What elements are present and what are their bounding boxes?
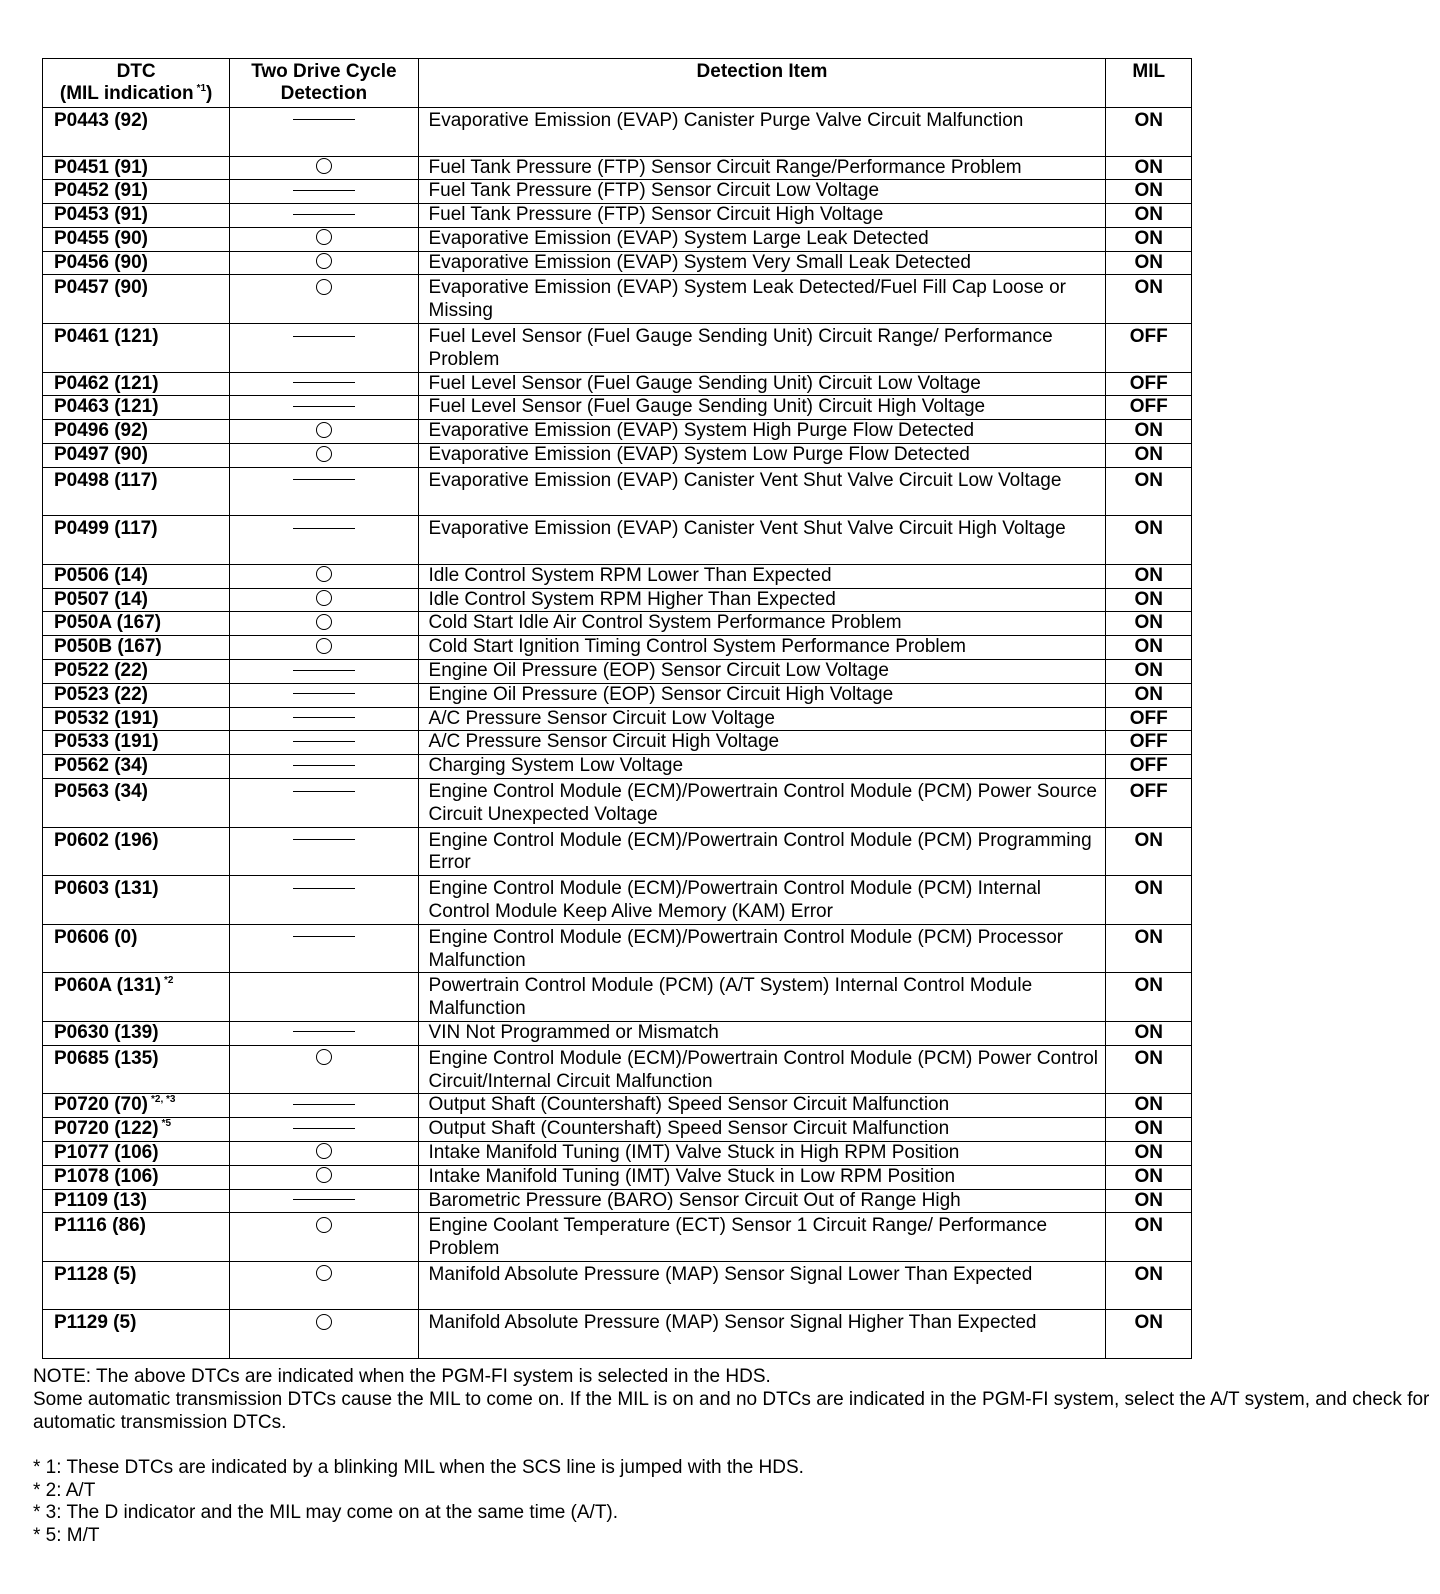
dtc-code-cell [43, 755, 230, 779]
dtc-code: P0456 (90) [54, 251, 149, 273]
table-row [43, 973, 1192, 1022]
table-row [43, 204, 1192, 228]
dash-mark [293, 936, 355, 937]
detection-item-cell: VIN Not Programmed or Mismatch [418, 1022, 1106, 1046]
dtc-code-cell [43, 204, 230, 228]
dtc-code: P0497 (90) [54, 444, 149, 466]
circle-mark [316, 1143, 332, 1159]
mil-status-cell: ON [1106, 612, 1192, 636]
dash-mark [293, 214, 355, 215]
mil-status-cell: OFF [1106, 731, 1192, 755]
dtc-code-cell [43, 1022, 230, 1046]
table-row [43, 731, 1192, 755]
dtc-code: P0562 (34) [54, 755, 149, 777]
circle-mark [316, 158, 332, 174]
dtc-footnote-ref: *2 [164, 975, 174, 987]
dtc-code-cell [43, 1094, 230, 1118]
two-drive-cycle-cell [230, 779, 418, 828]
dtc-code: P1116 (86) [54, 1215, 146, 1237]
table-row [43, 1022, 1192, 1046]
dtc-code: P1078 (106) [54, 1165, 159, 1187]
mil-status-cell: OFF [1106, 324, 1192, 373]
dash-mark [293, 1104, 355, 1105]
two-drive-cycle-cell [230, 156, 418, 180]
mil-status-cell: ON [1106, 1189, 1192, 1213]
circle-mark [316, 590, 332, 606]
table-row [43, 324, 1192, 373]
table-row [43, 924, 1192, 973]
mil-status-cell: ON [1106, 251, 1192, 275]
mil-status-cell: ON [1106, 1165, 1192, 1189]
detection-item-cell: Engine Oil Pressure (EOP) Sensor Circuit Low Voltage [418, 660, 1106, 684]
mil-status-cell: ON [1106, 1022, 1192, 1046]
table-header-row [43, 59, 1192, 108]
dtc-code-cell [43, 227, 230, 251]
dtc-code-cell [43, 827, 230, 876]
mil-status-cell: ON [1106, 1094, 1192, 1118]
two-drive-cycle-cell [230, 1261, 418, 1310]
table-row [43, 636, 1192, 660]
dtc-code: P0455 (90) [54, 227, 149, 249]
dash-mark [293, 1199, 355, 1200]
dtc-code-cell [43, 1165, 230, 1189]
dash-mark [293, 888, 355, 889]
dash-mark [293, 741, 355, 742]
detection-item-cell: Engine Control Module (ECM)/Powertrain Control Module (PCM) Internal Control Module Keep Alive Memory (KAM) Error [418, 876, 1106, 925]
two-drive-cycle-cell [230, 227, 418, 251]
mil-status-cell: OFF [1106, 755, 1192, 779]
table-row [43, 396, 1192, 420]
two-drive-cycle-cell [230, 516, 418, 565]
dtc-code-cell [43, 1261, 230, 1310]
dtc-code: P0499 (117) [54, 518, 158, 540]
dtc-code: P0533 (191) [54, 731, 159, 753]
dash-mark [293, 791, 355, 792]
circle-mark [316, 614, 332, 630]
dtc-code: P0563 (34) [54, 781, 149, 803]
dtc-footnote-ref: *5 [161, 1118, 172, 1130]
table-row [43, 1213, 1192, 1262]
header-dtc-sup: *1 [196, 83, 207, 94]
dash-mark [293, 765, 355, 766]
dtc-code-cell [43, 251, 230, 275]
two-drive-cycle-cell [230, 876, 418, 925]
two-drive-cycle-cell [230, 564, 418, 588]
dash-mark [293, 717, 355, 718]
dtc-code-cell [43, 180, 230, 204]
table-row [43, 564, 1192, 588]
dtc-code: P0451 (91) [54, 156, 149, 178]
dash-mark [293, 839, 355, 840]
table-row [43, 227, 1192, 251]
two-drive-cycle-cell [230, 1310, 418, 1359]
note-line-2: Some automatic transmission DTCs cause the MIL to come on. If the MIL is on and no DTCs are indicated in the PGM-FI system, select the A/T system, and check for automatic transmission DTCs. [33, 1389, 1430, 1433]
mil-status-cell: OFF [1106, 779, 1192, 828]
table-row [43, 467, 1192, 516]
dtc-code-cell [43, 731, 230, 755]
detection-item-cell: Output Shaft (Countershaft) Speed Sensor Circuit Malfunction [418, 1118, 1106, 1142]
dtc-code-cell [43, 108, 230, 157]
table-row [43, 588, 1192, 612]
mil-status-cell: OFF [1106, 707, 1192, 731]
dtc-code: P0457 (90) [54, 277, 149, 299]
two-drive-cycle-cell [230, 108, 418, 157]
table-body [43, 108, 1192, 1359]
mil-status-cell: ON [1106, 204, 1192, 228]
dtc-table [42, 58, 1192, 1359]
two-drive-cycle-cell [230, 636, 418, 660]
mil-status-cell: ON [1106, 924, 1192, 973]
mil-status-cell: ON [1106, 275, 1192, 324]
mil-status-cell: ON [1106, 683, 1192, 707]
detection-item-cell: Fuel Level Sensor (Fuel Gauge Sending Unit) Circuit Range/ Performance Problem [418, 324, 1106, 373]
detection-item-cell: Charging System Low Voltage [418, 755, 1106, 779]
dtc-code-cell [43, 372, 230, 396]
table-row [43, 1261, 1192, 1310]
circle-mark [316, 229, 332, 245]
dtc-code: P0602 (196) [54, 829, 159, 851]
dash-mark [293, 528, 355, 529]
header-dtc [43, 59, 230, 108]
dtc-code-cell [43, 660, 230, 684]
table-row [43, 1118, 1192, 1142]
mil-status-cell: ON [1106, 227, 1192, 251]
header-dtc-close: ) [206, 83, 213, 104]
mil-status-cell: ON [1106, 827, 1192, 876]
table-row [43, 1189, 1192, 1213]
detection-item-cell: Manifold Absolute Pressure (MAP) Sensor Signal Higher Than Expected [418, 1310, 1106, 1359]
two-drive-cycle-cell [230, 588, 418, 612]
dash-mark [293, 336, 355, 337]
detection-item-cell: Cold Start Idle Air Control System Performance Problem [418, 612, 1106, 636]
dtc-code: P0507 (14) [54, 588, 149, 610]
mil-status-cell: ON [1106, 1118, 1192, 1142]
two-drive-cycle-cell [230, 612, 418, 636]
dtc-code-cell [43, 324, 230, 373]
detection-item-cell: Evaporative Emission (EVAP) Canister Vent Shut Valve Circuit Low Voltage [418, 467, 1106, 516]
dtc-code-cell [43, 564, 230, 588]
circle-mark [316, 422, 332, 438]
dtc-code: P060A (131) [54, 975, 162, 997]
dtc-code-cell [43, 1118, 230, 1142]
two-drive-cycle-cell [230, 444, 418, 468]
detection-item-cell: Cold Start Ignition Timing Control System Performance Problem [418, 636, 1106, 660]
detection-item-cell: Fuel Level Sensor (Fuel Gauge Sending Unit) Circuit Low Voltage [418, 372, 1106, 396]
dtc-code-cell [43, 275, 230, 324]
two-drive-cycle-cell [230, 1141, 418, 1165]
two-drive-cycle-cell [230, 827, 418, 876]
circle-mark [316, 253, 332, 269]
table-row [43, 1310, 1192, 1359]
dtc-code-cell [43, 1045, 230, 1094]
dtc-code-cell [43, 636, 230, 660]
dash-mark [293, 1031, 355, 1032]
two-drive-cycle-cell [230, 420, 418, 444]
dtc-code-cell [43, 683, 230, 707]
two-drive-cycle-cell [230, 372, 418, 396]
mil-status-cell: ON [1106, 1141, 1192, 1165]
table-row [43, 755, 1192, 779]
dtc-code-cell [43, 1141, 230, 1165]
dtc-code-cell [43, 612, 230, 636]
dtc-code: P0462 (121) [54, 372, 159, 394]
two-drive-cycle-cell [230, 924, 418, 973]
mil-status-cell: ON [1106, 1213, 1192, 1262]
table-row [43, 1094, 1192, 1118]
dash-mark [293, 382, 355, 383]
dtc-code-cell [43, 1189, 230, 1213]
dtc-code: P0506 (14) [54, 564, 149, 586]
dtc-code: P0453 (91) [54, 204, 149, 226]
dash-mark [293, 670, 355, 671]
dtc-code-cell [43, 1213, 230, 1262]
mil-status-cell: ON [1106, 467, 1192, 516]
table-row [43, 251, 1192, 275]
mil-status-cell: OFF [1106, 396, 1192, 420]
table-row [43, 1045, 1192, 1094]
circle-mark [316, 1314, 332, 1330]
detection-item-cell: Manifold Absolute Pressure (MAP) Sensor Signal Lower Than Expected [418, 1261, 1106, 1310]
dtc-code: P0720 (122) [54, 1118, 159, 1140]
detection-item-cell: Engine Control Module (ECM)/Powertrain Control Module (PCM) Processor Malfunction [418, 924, 1106, 973]
table-row [43, 1141, 1192, 1165]
circle-mark [316, 1049, 332, 1065]
detection-item-cell: Evaporative Emission (EVAP) System Large Leak Detected [418, 227, 1106, 251]
two-drive-cycle-cell [230, 204, 418, 228]
circle-mark [316, 1217, 332, 1233]
table-row [43, 420, 1192, 444]
mil-status-cell: OFF [1106, 372, 1192, 396]
mil-status-cell: ON [1106, 1261, 1192, 1310]
two-drive-cycle-cell [230, 467, 418, 516]
dash-mark [293, 406, 355, 407]
dtc-code: P0461 (121) [54, 326, 159, 348]
dtc-code: P0443 (92) [54, 110, 149, 131]
table-row [43, 876, 1192, 925]
dtc-code-cell [43, 444, 230, 468]
dtc-code-cell [43, 516, 230, 565]
two-drive-cycle-cell [230, 1118, 418, 1142]
header-two-drive-cycle: Two Drive Cycle Detection [230, 59, 418, 108]
two-drive-cycle-cell [230, 396, 418, 420]
dtc-code-cell [43, 876, 230, 925]
detection-item-cell: Engine Control Module (ECM)/Powertrain Control Module (PCM) Programming Error [418, 827, 1106, 876]
table-row [43, 444, 1192, 468]
mil-status-cell: ON [1106, 660, 1192, 684]
mil-status-cell: ON [1106, 516, 1192, 565]
mil-status-cell: ON [1106, 564, 1192, 588]
table-row [43, 156, 1192, 180]
dtc-code: P0523 (22) [54, 683, 149, 705]
two-drive-cycle-cell [230, 1165, 418, 1189]
mil-status-cell: ON [1106, 1310, 1192, 1359]
table-row [43, 180, 1192, 204]
circle-mark [316, 279, 332, 295]
table-row [43, 827, 1192, 876]
dash-mark [293, 1128, 355, 1129]
dtc-code-cell [43, 779, 230, 828]
table-row [43, 612, 1192, 636]
dtc-code-cell [43, 420, 230, 444]
table-row [43, 275, 1192, 324]
dtc-code: P0630 (139) [54, 1022, 159, 1043]
footnote-1: * 1: These DTCs are indicated by a blinking MIL when the SCS line is jumped with the HDS. [33, 1457, 804, 1478]
dtc-code-cell [43, 1310, 230, 1359]
detection-item-cell: Idle Control System RPM Higher Than Expected [418, 588, 1106, 612]
two-drive-cycle-cell [230, 180, 418, 204]
footnote-3: * 3: The D indicator and the MIL may come on at the same time (A/T). [33, 1502, 619, 1523]
dash-mark [293, 693, 355, 694]
two-drive-cycle-cell [230, 660, 418, 684]
detection-item-cell: Powertrain Control Module (PCM) (A/T System) Internal Control Module Malfunction [418, 973, 1106, 1022]
table-row [43, 660, 1192, 684]
detection-item-cell: Fuel Tank Pressure (FTP) Sensor Circuit Low Voltage [418, 180, 1106, 204]
detection-item-cell: Evaporative Emission (EVAP) System Low Purge Flow Detected [418, 444, 1106, 468]
two-drive-cycle-cell [230, 1045, 418, 1094]
note-line-1: NOTE: The above DTCs are indicated when the PGM-FI system is selected in the HDS. [33, 1366, 771, 1387]
table-row [43, 707, 1192, 731]
detection-item-cell: Intake Manifold Tuning (IMT) Valve Stuck in High RPM Position [418, 1141, 1106, 1165]
dtc-code: P0498 (117) [54, 469, 158, 491]
mil-status-cell: ON [1106, 876, 1192, 925]
dtc-code: P0452 (91) [54, 180, 149, 202]
detection-item-cell: Fuel Level Sensor (Fuel Gauge Sending Unit) Circuit High Voltage [418, 396, 1106, 420]
detection-item-cell: A/C Pressure Sensor Circuit Low Voltage [418, 707, 1106, 731]
two-drive-cycle-cell [230, 707, 418, 731]
circle-mark [316, 446, 332, 462]
footnote-5: * 5: M/T [33, 1524, 100, 1546]
two-drive-cycle-cell [230, 755, 418, 779]
detection-item-cell: Output Shaft (Countershaft) Speed Sensor Circuit Malfunction [418, 1094, 1106, 1118]
header-dtc-line1: DTC [116, 61, 156, 82]
detection-item-cell: Evaporative Emission (EVAP) Canister Purge Valve Circuit Malfunction [418, 108, 1106, 157]
dtc-code: P0606 (0) [54, 926, 138, 948]
dtc-code: P0603 (131) [54, 878, 159, 900]
mil-status-cell: ON [1106, 973, 1192, 1022]
dtc-code: P1109 (13) [54, 1189, 147, 1211]
mil-status-cell: ON [1106, 108, 1192, 157]
two-drive-cycle-cell [230, 275, 418, 324]
two-drive-cycle-cell [230, 973, 418, 1022]
dtc-code-cell [43, 973, 230, 1022]
note-section [33, 1365, 1433, 1434]
table-row [43, 683, 1192, 707]
detection-item-cell: Intake Manifold Tuning (IMT) Valve Stuck in Low RPM Position [418, 1165, 1106, 1189]
dtc-code: P0522 (22) [54, 660, 149, 682]
detection-item-cell: Evaporative Emission (EVAP) System Leak Detected/Fuel Fill Cap Loose or Missing [418, 275, 1106, 324]
detection-item-cell: Engine Coolant Temperature (ECT) Sensor 1 Circuit Range/ Performance Problem [418, 1213, 1106, 1262]
detection-item-cell: Engine Control Module (ECM)/Powertrain Control Module (PCM) Power Source Circuit Unexpected Voltage [418, 779, 1106, 828]
two-drive-cycle-cell [230, 1189, 418, 1213]
dtc-code: P1128 (5) [54, 1263, 137, 1285]
mil-status-cell: ON [1106, 588, 1192, 612]
detection-item-cell: Idle Control System RPM Lower Than Expected [418, 564, 1106, 588]
detection-item-cell: Evaporative Emission (EVAP) System Very Small Leak Detected [418, 251, 1106, 275]
mil-status-cell: ON [1106, 636, 1192, 660]
two-drive-cycle-cell [230, 1022, 418, 1046]
dtc-code: P1077 (106) [54, 1141, 159, 1163]
header-dtc-line2: (MIL indication [59, 83, 194, 104]
footnote-2: * 2: A/T [33, 1479, 96, 1501]
dtc-code: P0463 (121) [54, 396, 159, 418]
dtc-code-cell [43, 707, 230, 731]
dash-mark [293, 479, 355, 480]
dtc-code-cell [43, 588, 230, 612]
dtc-code-cell [43, 924, 230, 973]
detection-item-cell: Evaporative Emission (EVAP) Canister Vent Shut Valve Circuit High Voltage [418, 516, 1106, 565]
table-row [43, 1165, 1192, 1189]
two-drive-cycle-cell [230, 731, 418, 755]
dtc-code: P0532 (191) [54, 707, 159, 729]
detection-item-cell: A/C Pressure Sensor Circuit High Voltage [418, 731, 1106, 755]
mil-status-cell: ON [1106, 180, 1192, 204]
detection-item-cell: Barometric Pressure (BARO) Sensor Circuit Out of Range High [418, 1189, 1106, 1213]
circle-mark [316, 1167, 332, 1183]
table-row [43, 779, 1192, 828]
detection-item-cell: Fuel Tank Pressure (FTP) Sensor Circuit High Voltage [418, 204, 1106, 228]
dtc-code: P0720 (70) [54, 1094, 149, 1116]
dtc-code-cell [43, 156, 230, 180]
dtc-code: P050B (167) [54, 636, 162, 658]
dtc-code: P0685 (135) [54, 1047, 159, 1069]
circle-mark [316, 1265, 332, 1281]
two-drive-cycle-cell [230, 683, 418, 707]
two-drive-cycle-cell [230, 1213, 418, 1262]
two-drive-cycle-cell [230, 1094, 418, 1118]
mil-status-cell: ON [1106, 1045, 1192, 1094]
dtc-code: P050A (167) [54, 612, 162, 634]
header-mil: MIL [1106, 59, 1192, 108]
footnotes [33, 1457, 804, 1547]
table-row [43, 516, 1192, 565]
dtc-code: P1129 (5) [54, 1312, 137, 1334]
dash-mark [293, 119, 355, 120]
detection-item-cell: Fuel Tank Pressure (FTP) Sensor Circuit Range/Performance Problem [418, 156, 1106, 180]
detection-item-cell: Evaporative Emission (EVAP) System High Purge Flow Detected [418, 420, 1106, 444]
dtc-code-cell [43, 396, 230, 420]
dash-mark [293, 190, 355, 191]
dtc-footnote-ref: *2, *3 [151, 1094, 176, 1106]
mil-status-cell: ON [1106, 420, 1192, 444]
circle-mark [316, 638, 332, 654]
circle-mark [316, 566, 332, 582]
header-detection-item: Detection Item [418, 59, 1106, 108]
two-drive-cycle-cell [230, 251, 418, 275]
detection-item-cell: Engine Oil Pressure (EOP) Sensor Circuit High Voltage [418, 683, 1106, 707]
detection-item-cell: Engine Control Module (ECM)/Powertrain Control Module (PCM) Power Control Circuit/Internal Circuit Malfunction [418, 1045, 1106, 1094]
two-drive-cycle-cell [230, 324, 418, 373]
table-row [43, 372, 1192, 396]
mil-status-cell: ON [1106, 444, 1192, 468]
mil-status-cell: ON [1106, 156, 1192, 180]
dtc-code: P0496 (92) [54, 420, 149, 442]
table-row [43, 108, 1192, 157]
dtc-code-cell [43, 467, 230, 516]
